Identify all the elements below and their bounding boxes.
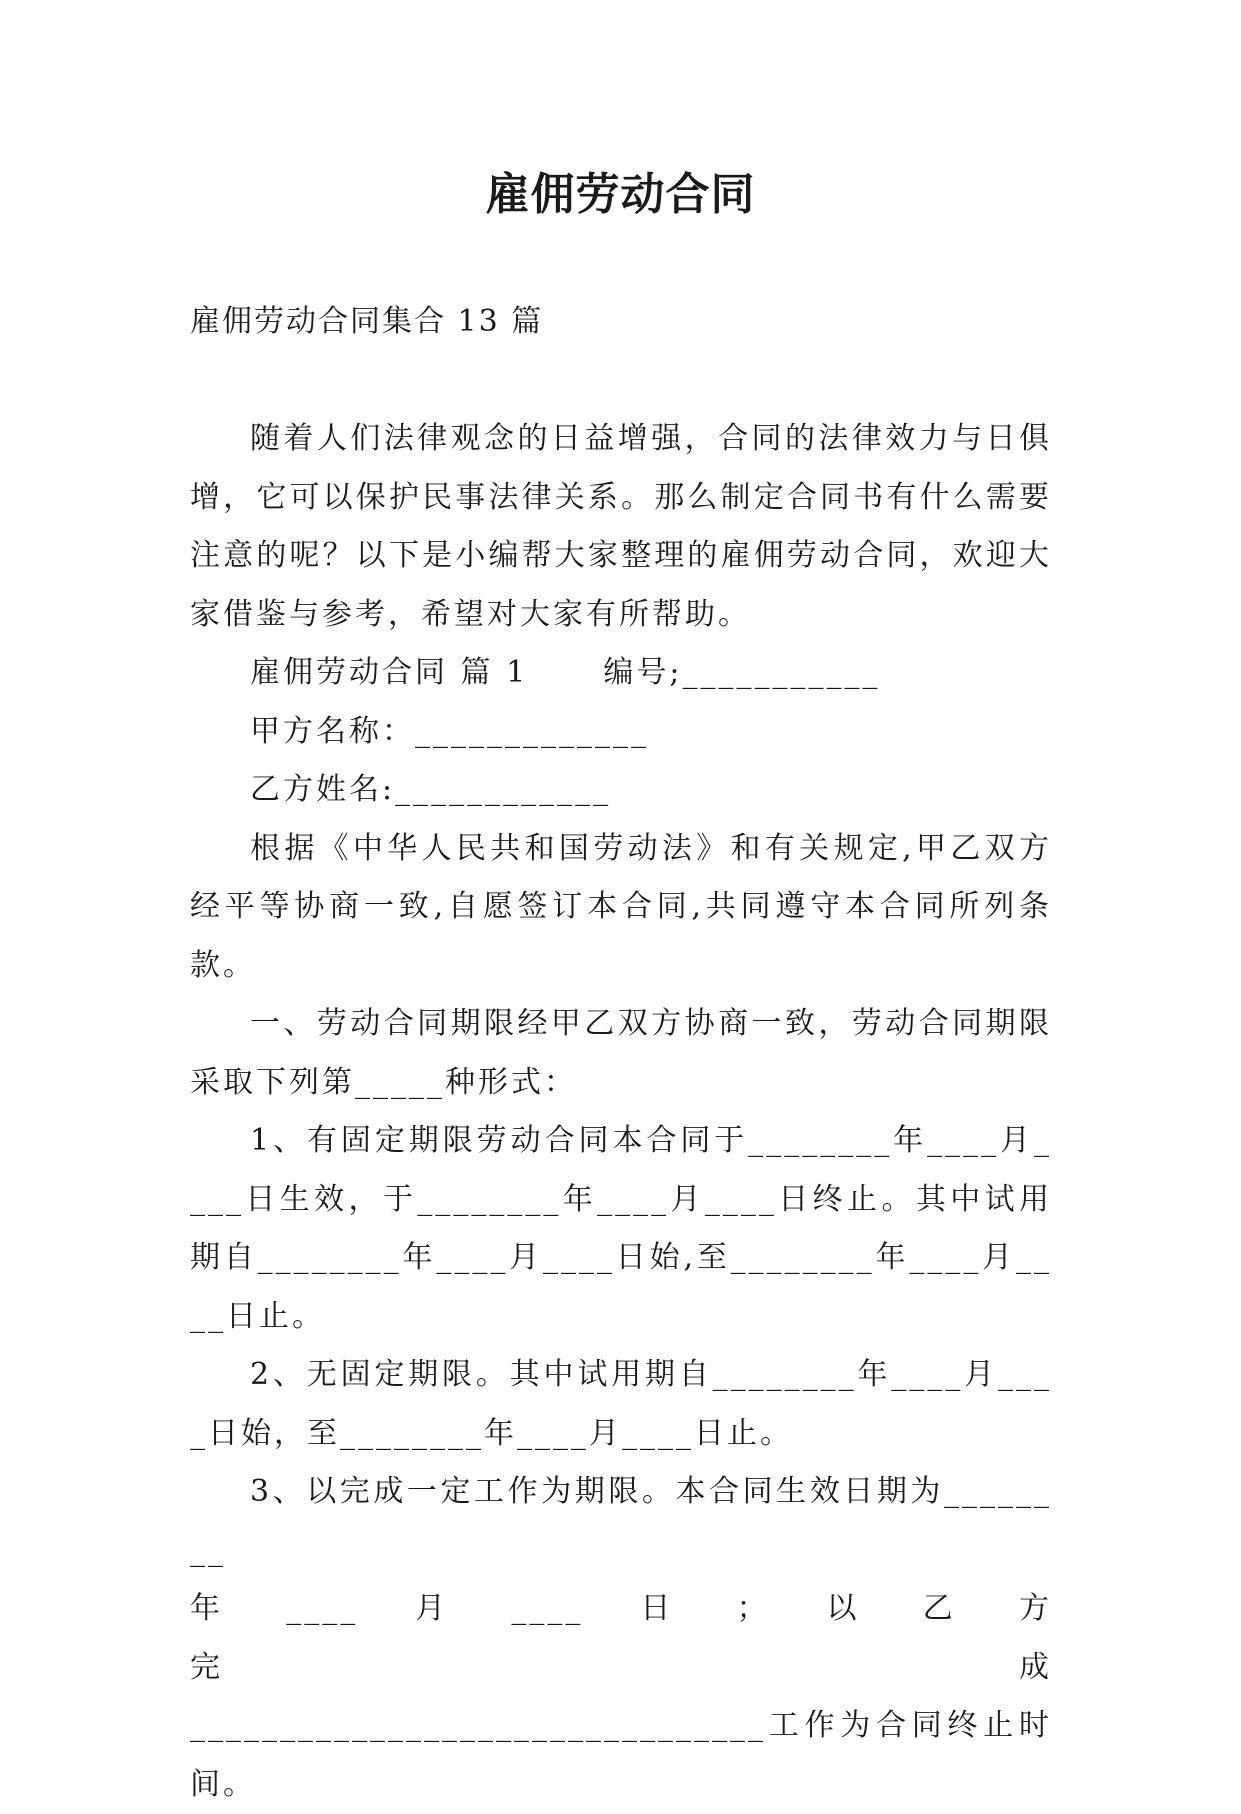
document-subtitle: 雇佣劳动合同集合 13 篇: [190, 304, 544, 339]
item-1-paragraph: 1、有固定期限劳动合同本合同于________年____月____日生效，于________年____月____日终止。其中试用期自________年____月____日始,至________年____月____日止。: [190, 1123, 1052, 1334]
item-3-line-3: ________________________________工作为合同终止时间。: [190, 1708, 1052, 1802]
item-3-line-1: 3、以完成一定工作为期限。本合同生效日期为________: [190, 1474, 1052, 1568]
party-b-name-line: 乙方姓名:____________: [250, 772, 612, 807]
party-a-name-line: 甲方名称：_____________: [250, 713, 649, 749]
clause-1-paragraph: 一、劳动合同期限经甲乙双方协商一致，劳动合同期限采取下列第_____种形式：: [190, 1006, 1052, 1100]
intro-paragraph: 随着人们法律观念的日益增强，合同的法律效力与日俱增，它可以保护民事法律关系。那么制定合同书有什么需要注意的呢？以下是小编帮大家整理的雇佣劳动合同，欢迎大家借鉴与参考，希望对大家有所帮助。: [190, 421, 1052, 632]
document-body: [190, 410, 1052, 1814]
item-2-paragraph: 2、无固定期限。其中试用期自________年____月____日始，至________年____月____日止。: [190, 1357, 1052, 1451]
legal-basis-paragraph: 根据《中华人民共和国劳动法》和有关规定,甲乙双方经平等协商一致,自愿签订本合同,共同遵守本合同所列条款。: [190, 830, 1052, 983]
document-title: 雇佣劳动合同: [485, 169, 756, 220]
contract-header-line: 雇佣劳动合同 篇 1 编号;___________: [250, 655, 881, 690]
item-3-line-2: 年 ____ 月 ____ 日 ； 以 乙 方 完 成: [190, 1591, 1052, 1685]
